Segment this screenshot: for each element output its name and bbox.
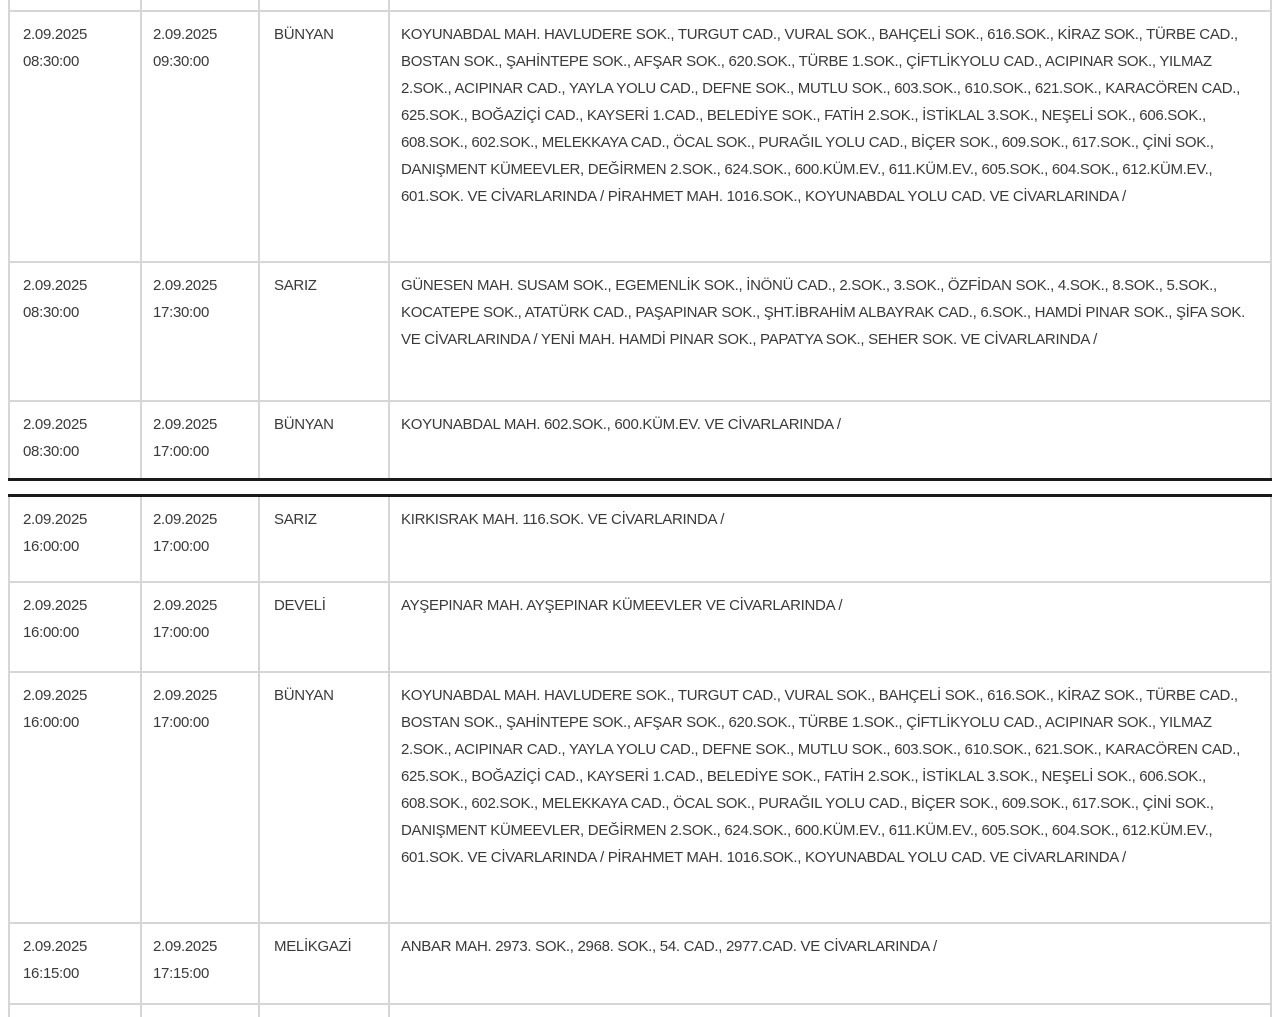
district-cell: BÜNYAN [259, 672, 389, 923]
table-row-partial-top [9, 0, 1271, 11]
table-row-partial-bottom [9, 1004, 1271, 1017]
start-datetime-cell [9, 401, 141, 480]
start-time: 16:15:00 [23, 965, 79, 982]
district-cell: BÜNYAN [259, 401, 389, 480]
district-cell: DEVELİ [259, 582, 389, 672]
table-row [9, 923, 1271, 1004]
start-date: 2.09.2025 [23, 511, 88, 528]
empty-cell [389, 0, 1271, 11]
start-date: 2.09.2025 [23, 597, 88, 614]
start-datetime-cell [9, 11, 141, 262]
table-row [9, 672, 1271, 923]
start-date: 2.09.2025 [23, 277, 88, 294]
start-datetime-cell [9, 582, 141, 672]
empty-cell [141, 1004, 259, 1017]
district-cell: BÜNYAN [259, 11, 389, 262]
start-date: 2.09.2025 [23, 938, 88, 955]
empty-cell [9, 0, 141, 11]
start-datetime-cell [9, 672, 141, 923]
affected-areas-cell: GÜNESEN MAH. SUSAM SOK., EGEMENLİK SOK., İNÖNÜ CAD., 2.SOK., 3.SOK., ÖZFİDAN SOK., 4.SOK., 8.SOK., 5.SOK., KOCATEPE SOK., ATATÜRK CAD., PAŞAPINAR SOK., ŞHT.İBRAHİM ALBAYRAK CAD., 6.SOK., HAMDİ PINAR SOK., ŞİFA SOK. VE CİVARLARINDA / YENİ MAH. HAMDİ PINAR SOK., PAPATYA SOK., SEHER SOK. VE CİVARLARINDA / [389, 262, 1271, 401]
table-row [9, 401, 1271, 480]
affected-areas-cell: ANBAR MAH. 2973. SOK., 2968. SOK., 54. CAD., 2977.CAD. VE CİVARLARINDA / [389, 923, 1271, 1004]
end-time: 17:00:00 [153, 538, 209, 555]
empty-cell [389, 1004, 1271, 1017]
end-datetime-cell [141, 401, 259, 480]
start-datetime-cell [9, 496, 141, 583]
end-datetime-cell [141, 582, 259, 672]
empty-cell [259, 1004, 389, 1017]
end-date: 2.09.2025 [153, 277, 218, 294]
table-row [9, 582, 1271, 672]
start-time: 08:30:00 [23, 53, 79, 70]
end-datetime-cell [141, 923, 259, 1004]
end-time: 17:00:00 [153, 443, 209, 460]
end-date: 2.09.2025 [153, 687, 218, 704]
start-time: 16:00:00 [23, 624, 79, 641]
end-time: 17:15:00 [153, 965, 209, 982]
end-datetime-cell [141, 672, 259, 923]
end-time: 17:00:00 [153, 714, 209, 731]
start-time: 08:30:00 [23, 304, 79, 321]
start-time: 16:00:00 [23, 538, 79, 555]
affected-areas-cell: KOYUNABDAL MAH. HAVLUDERE SOK., TURGUT CAD., VURAL SOK., BAHÇELİ SOK., 616.SOK., KİRAZ SOK., TÜRBE CAD., BOSTAN SOK., ŞAHİNTEPE SOK., AFŞAR SOK., 620.SOK., TÜRBE 1.SOK., ÇİFTLİKYOLU CAD., ACIPINAR SOK., YILMAZ 2.SOK., ACIPINAR CAD., YAYLA YOLU CAD., DEFNE SOK., MUTLU SOK., 603.SOK., 610.SOK., 621.SOK., KARACÖREN CAD., 625.SOK., BOĞAZİÇİ CAD., KAYSERİ 1.CAD., BELEDİYE SOK., FATİH 2.SOK., İSTİKLAL 3.SOK., NEŞELİ SOK., 606.SOK., 608.SOK., 602.SOK., MELEKKAYA CAD., ÖCAL SOK., PURAĞIL YOLU CAD., BİÇER SOK., 609.SOK., 617.SOK., ÇİNİ SOK., DANIŞMENT KÜMEEVLER, DEĞİRMEN 2.SOK., 624.SOK., 600.KÜM.EV., 611.KÜM.EV., 605.SOK., 604.SOK., 612.KÜM.EV., 601.SOK. VE CİVARLARINDA / PİRAHMET MAH. 1016.SOK., KOYUNABDAL YOLU CAD. VE CİVARLARINDA / [389, 11, 1271, 262]
outage-table-section-2 [8, 494, 1272, 1017]
empty-cell [141, 0, 259, 11]
start-date: 2.09.2025 [23, 687, 88, 704]
end-date: 2.09.2025 [153, 938, 218, 955]
start-datetime-cell [9, 923, 141, 1004]
table-row [9, 496, 1271, 583]
end-time: 17:30:00 [153, 304, 209, 321]
table-row [9, 11, 1271, 262]
district-cell: SARIZ [259, 262, 389, 401]
start-time: 16:00:00 [23, 714, 79, 731]
affected-areas-cell: KOYUNABDAL MAH. HAVLUDERE SOK., TURGUT CAD., VURAL SOK., BAHÇELİ SOK., 616.SOK., KİRAZ SOK., TÜRBE CAD., BOSTAN SOK., ŞAHİNTEPE SOK., AFŞAR SOK., 620.SOK., TÜRBE 1.SOK., ÇİFTLİKYOLU CAD., ACIPINAR SOK., YILMAZ 2.SOK., ACIPINAR CAD., YAYLA YOLU CAD., DEFNE SOK., MUTLU SOK., 603.SOK., 610.SOK., 621.SOK., KARACÖREN CAD., 625.SOK., BOĞAZİÇİ CAD., KAYSERİ 1.CAD., BELEDİYE SOK., FATİH 2.SOK., İSTİKLAL 3.SOK., NEŞELİ SOK., 606.SOK., 608.SOK., 602.SOK., MELEKKAYA CAD., ÖCAL SOK., PURAĞIL YOLU CAD., BİÇER SOK., 609.SOK., 617.SOK., ÇİNİ SOK., DANIŞMENT KÜMEEVLER, DEĞİRMEN 2.SOK., 624.SOK., 600.KÜM.EV., 611.KÜM.EV., 605.SOK., 604.SOK., 612.KÜM.EV., 601.SOK. VE CİVARLARINDA / PİRAHMET MAH. 1016.SOK., KOYUNABDAL YOLU CAD. VE CİVARLARINDA / [389, 672, 1271, 923]
start-datetime-cell [9, 262, 141, 401]
section-separator-gap [8, 481, 1270, 494]
end-time: 09:30:00 [153, 53, 209, 70]
empty-cell [259, 0, 389, 11]
end-datetime-cell [141, 262, 259, 401]
affected-areas-cell: AYŞEPINAR MAH. AYŞEPINAR KÜMEEVLER VE CİVARLARINDA / [389, 582, 1271, 672]
end-date: 2.09.2025 [153, 26, 218, 43]
start-date: 2.09.2025 [23, 416, 88, 433]
affected-areas-cell: KIRKISRAK MAH. 116.SOK. VE CİVARLARINDA / [389, 496, 1271, 583]
outage-table-section-1 [8, 0, 1272, 481]
end-date: 2.09.2025 [153, 511, 218, 528]
table-row [9, 262, 1271, 401]
affected-areas-cell: KOYUNABDAL MAH. 602.SOK., 600.KÜM.EV. VE CİVARLARINDA / [389, 401, 1271, 480]
end-time: 17:00:00 [153, 624, 209, 641]
end-datetime-cell [141, 11, 259, 262]
empty-cell [9, 1004, 141, 1017]
start-date: 2.09.2025 [23, 26, 88, 43]
end-datetime-cell [141, 496, 259, 583]
district-cell: MELİKGAZİ [259, 923, 389, 1004]
start-time: 08:30:00 [23, 443, 79, 460]
end-date: 2.09.2025 [153, 416, 218, 433]
end-date: 2.09.2025 [153, 597, 218, 614]
outage-schedule [8, 0, 1270, 1017]
district-cell: SARIZ [259, 496, 389, 583]
